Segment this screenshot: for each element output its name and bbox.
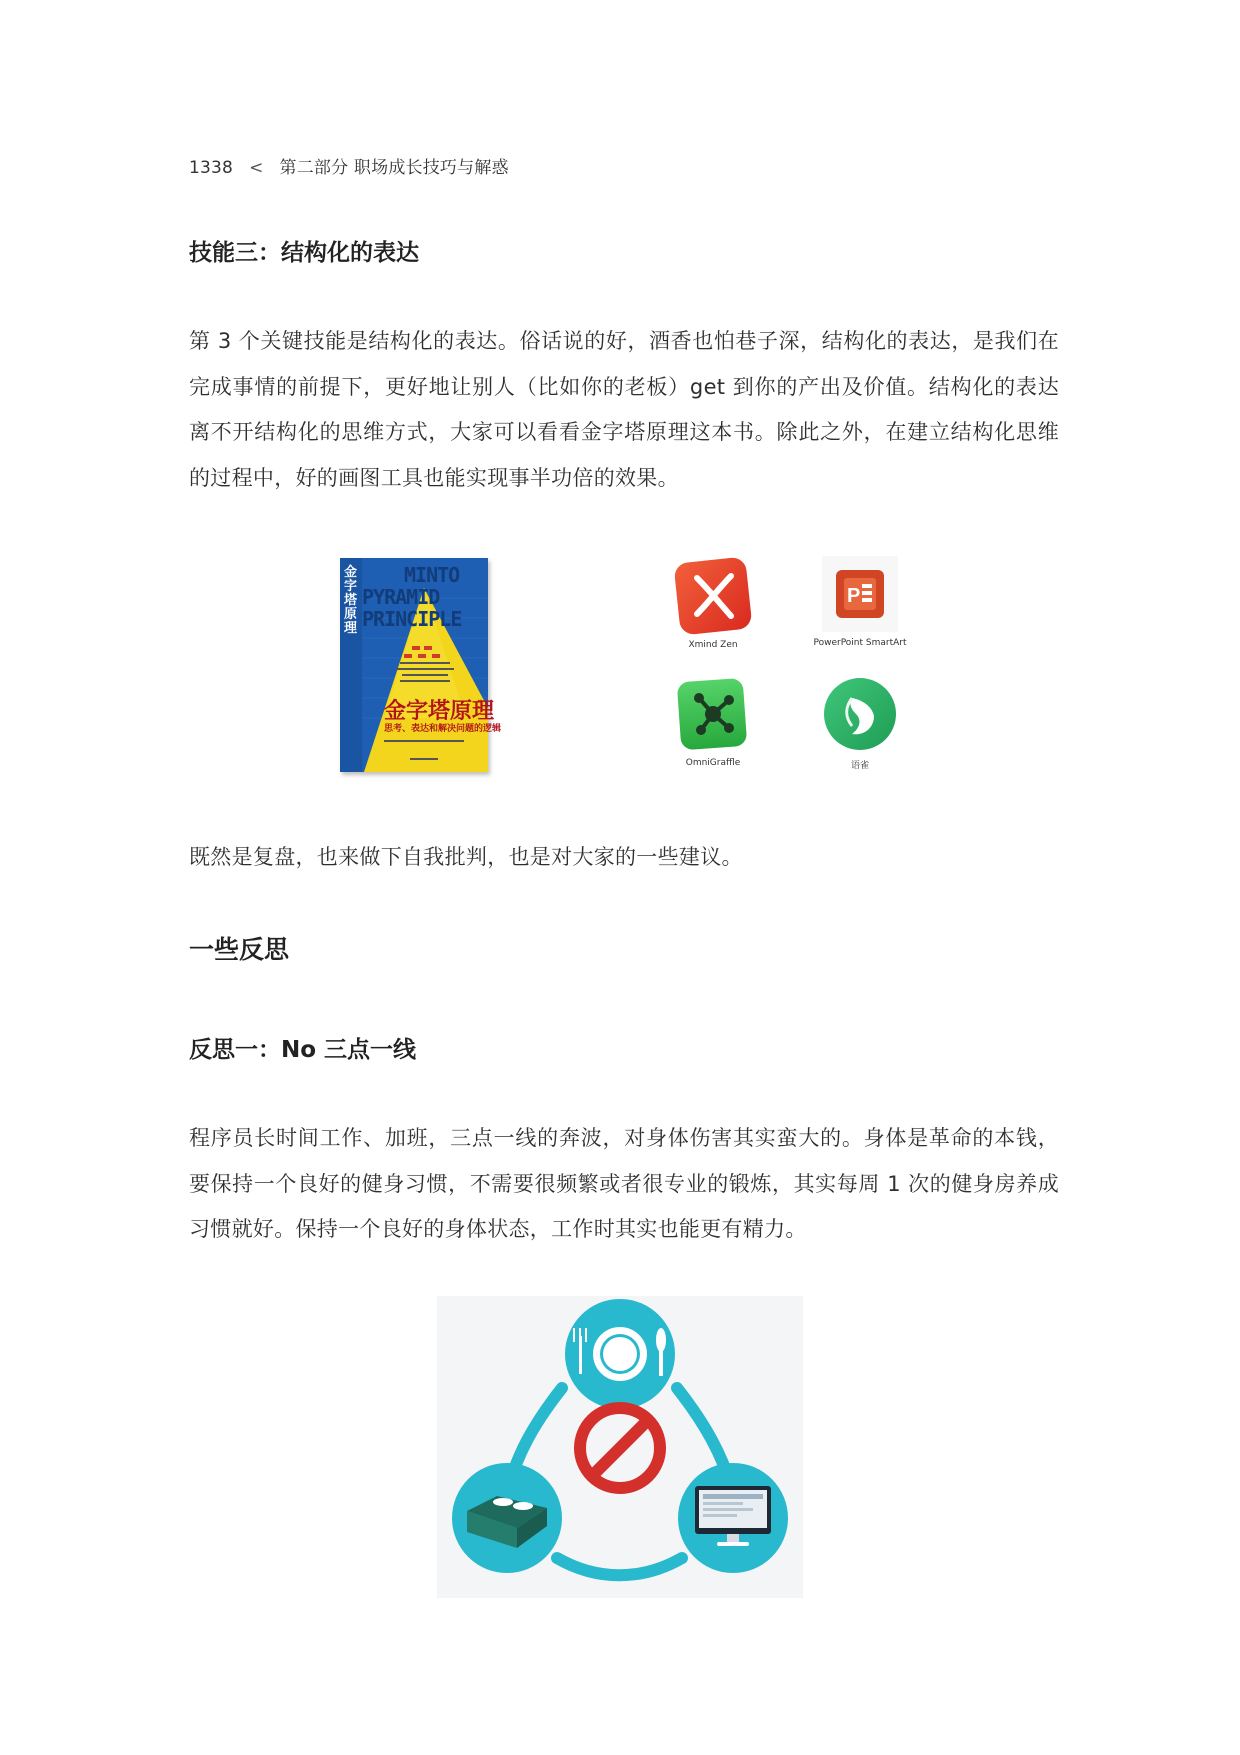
header-separator: < (249, 158, 264, 178)
three-point-line-diagram (437, 1296, 803, 1598)
xmind-zen-icon (675, 558, 751, 634)
reflections-heading: 一些反思 (189, 935, 290, 964)
skill3-paragraph: 第 3 个关键技能是结构化的表达。俗话说的好，酒香也怕巷子深，结构化的表达，是我们在完成事情的前提下，更好地让别人（比如你的老板）get 到你的产出及价值。结构化的表达离不开结构化的思维方式，大家可以看看金字塔原理这本书。除此之外，在建立结构化思维的过程中，好的画图工具也能实现事半功倍的效果。 (189, 329, 1059, 490)
pyramid-principle-book-cover (340, 558, 502, 772)
app-label: OmniGraffle (685, 758, 741, 768)
app-label: 语雀 (850, 761, 869, 771)
book-en-line-1: MINTO (404, 563, 460, 587)
connector-arc-bottom (557, 1558, 682, 1575)
book-chinese-subtitle: 思考、表达和解决问题的逻辑 (384, 724, 502, 734)
svg-text:P: P (847, 585, 861, 607)
app-omnigraffle (658, 676, 768, 768)
computer-icon (678, 1463, 788, 1573)
running-header (189, 153, 509, 178)
reflection1-paragraph: 程序员长时间工作、加班，三点一线的奔波，对身体伤害其实蛮大的。身体是革命的本钱，要保持一个良好的健身习惯，不需要很频繁或者很专业的锻炼，其实每周 1 次的健身房养成习惯就好。保持一个良好的身体状态，工作时其实也能更有精力。 (189, 1126, 1059, 1241)
prohibited-sign-icon (580, 1408, 660, 1488)
dining-plate-icon (565, 1299, 675, 1409)
section-title: 第二部分 职场成长技巧与解惑 (279, 158, 509, 178)
book-en-line-2: PYRAMID (362, 585, 440, 609)
yuque-icon (822, 676, 898, 752)
app-label: PowerPoint SmartArt (813, 638, 907, 648)
app-powerpoint-smartart (805, 556, 915, 648)
app-label: Xmind Zen (688, 640, 738, 650)
app-yuque (805, 676, 915, 771)
powerpoint-icon (822, 556, 898, 632)
reflection1-heading: 反思一：No 三点一线 (189, 1037, 417, 1063)
app-xmind-zen (658, 558, 768, 650)
skill3-heading: 技能三：结构化的表达 (189, 240, 419, 266)
bed-icon (452, 1463, 562, 1573)
review-intro: 既然是复盘，也来做下自我批判，也是对大家的一些建议。 (189, 845, 743, 869)
book-english-title (362, 564, 461, 630)
book-spine-title: 金字塔原理 (344, 565, 358, 636)
omnigraffle-icon (675, 676, 751, 752)
book-en-line-3: PRINCIPLE (362, 607, 462, 631)
book-chinese-title: 金字塔原理 (384, 698, 495, 724)
page-number: 1338 (189, 158, 234, 178)
